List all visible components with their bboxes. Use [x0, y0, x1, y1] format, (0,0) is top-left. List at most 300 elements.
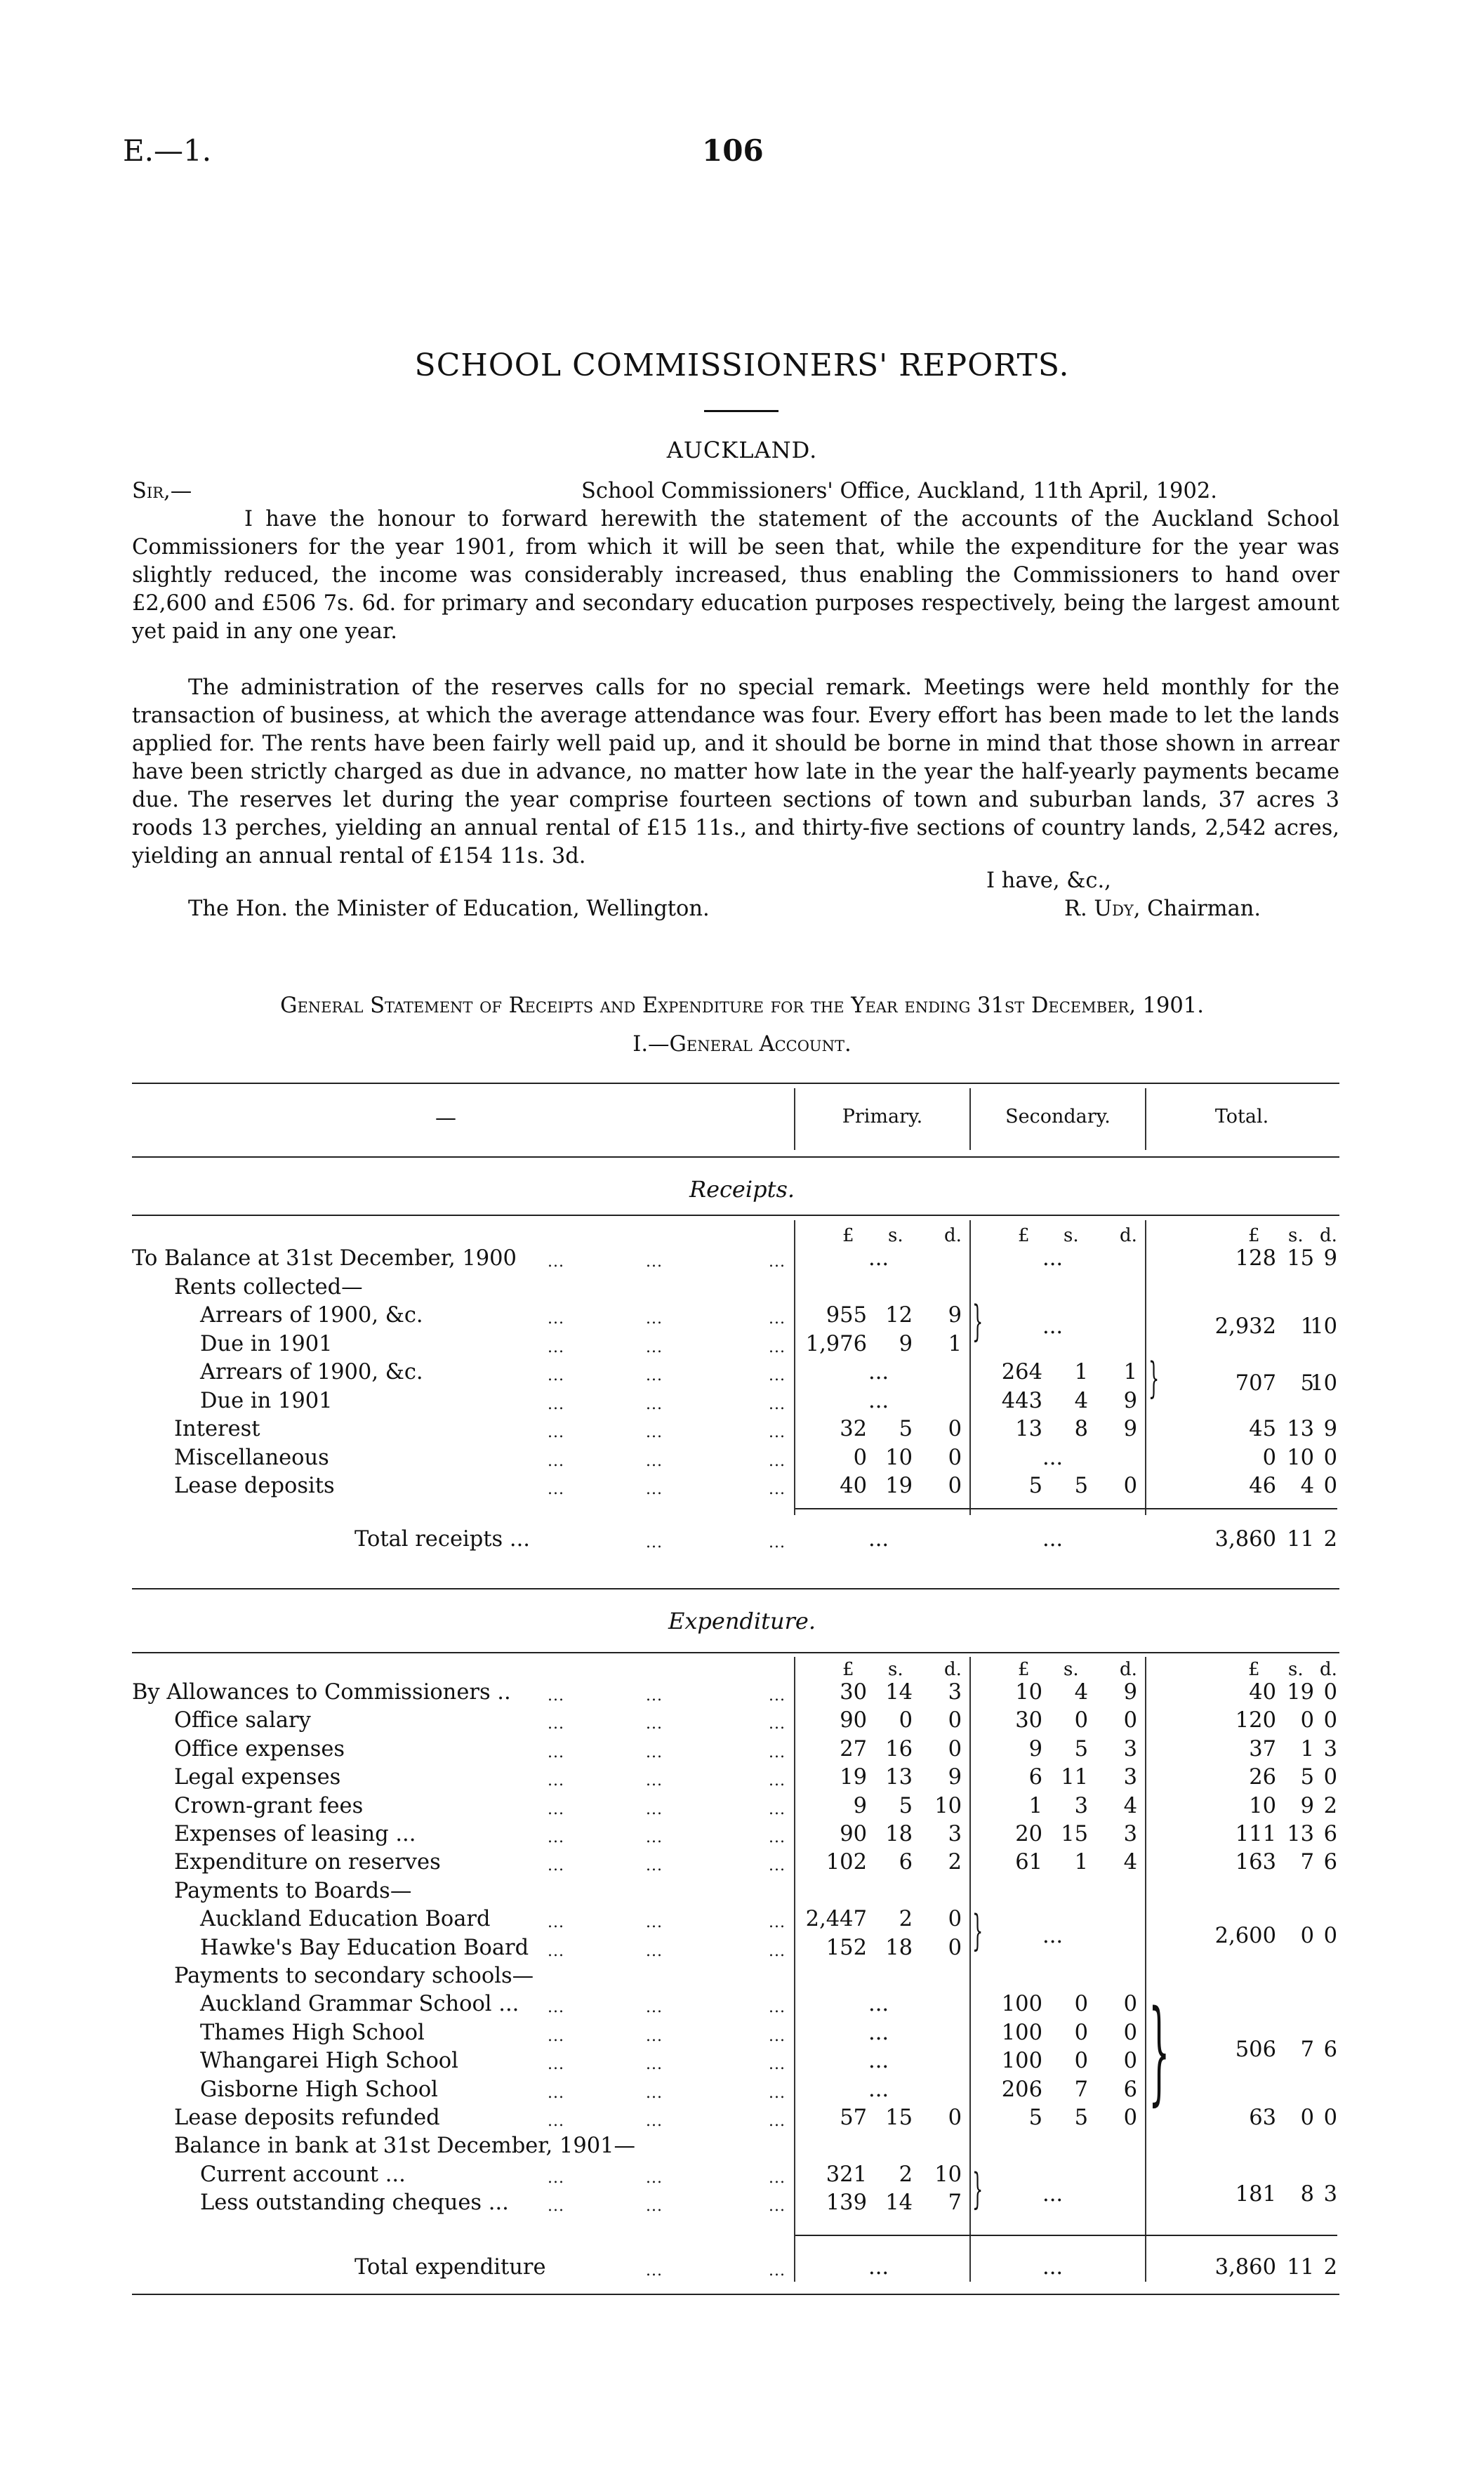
leader-dots: ... — [548, 1829, 564, 1846]
secondary-pence-value: 0 — [1123, 1474, 1137, 1498]
secondary-pounds-unit: £ — [1018, 1659, 1030, 1680]
total-shillings-value: 1 — [1300, 1736, 1314, 1761]
total-pence-value: 9 — [1323, 1246, 1337, 1271]
primary-pence-value: 0 — [948, 2106, 962, 2130]
primary-pounds-value: 0 — [853, 1445, 867, 1470]
total-shillings-value: 11 — [1287, 1527, 1314, 1552]
total-label: Total receipts ... — [355, 1527, 530, 1552]
secondary-nil-value: ... — [1042, 2182, 1064, 2207]
total-row — [0, 1527, 1484, 1555]
total-shillings-value: 5 — [1300, 1765, 1314, 1790]
primary-shillings-unit: s. — [888, 1659, 903, 1680]
secondary-pence-value: 9 — [1123, 1680, 1137, 1705]
leader-dots: ... — [769, 2197, 786, 2216]
secondary-pounds-value: 443 — [1001, 1388, 1042, 1413]
leader-dots: ... — [769, 1999, 786, 2017]
primary-nil-value: ... — [868, 2255, 889, 2280]
letter-closing: I have, &c., — [986, 868, 1111, 893]
primary-pence-value: 7 — [948, 2190, 962, 2216]
leader-dots: ... — [769, 2027, 786, 2045]
total-shillings-value: 0 — [1300, 2106, 1314, 2130]
leader-dots: ... — [548, 1253, 564, 1271]
row-label: Lease deposits refunded — [174, 2106, 440, 2130]
primary-nil-value: ... — [868, 1246, 889, 1271]
primary-pence-value: 9 — [948, 1303, 962, 1328]
secondary-shillings-value: 3 — [1074, 1793, 1088, 1818]
primary-pounds-value: 90 — [840, 1822, 867, 1846]
total-pence-value: 0 — [1323, 2106, 1337, 2130]
leader-dots: ... — [646, 1687, 663, 1705]
total-pence-value: 3 — [1323, 1736, 1337, 1761]
primary-shillings-value: 15 — [885, 2106, 913, 2130]
primary-pounds-value: 321 — [826, 2162, 867, 2187]
secondary-shillings-value: 5 — [1074, 1736, 1088, 1761]
receipts-heading: Receipts. — [689, 1176, 795, 1203]
secondary-pence-value: 0 — [1123, 1992, 1137, 2017]
primary-pence-value: 9 — [948, 1765, 962, 1790]
total-shillings-value: 7 — [1300, 1850, 1314, 1875]
primary-shillings-value: 18 — [885, 1935, 913, 1960]
row-label: Thames High School — [200, 2020, 425, 2045]
primary-pounds-value: 90 — [840, 1708, 867, 1733]
row-label: Arrears of 1900, &c. — [200, 1360, 423, 1384]
subtotal-rule — [795, 1508, 1337, 1509]
primary-pence-unit: d. — [944, 1225, 962, 1246]
total-pounds-value: 26 — [1249, 1765, 1276, 1790]
table-row — [0, 1446, 1484, 1474]
letter-signature: R. Udy, Chairman. — [1064, 897, 1261, 921]
leader-dots: ... — [548, 1857, 564, 1875]
total-shillings-value: 0 — [1300, 1924, 1314, 1948]
leader-dots: ... — [646, 2262, 663, 2280]
table-row — [0, 1708, 1484, 1736]
leader-dots: ... — [769, 1687, 786, 1705]
table-top-rule — [132, 1083, 1339, 1084]
primary-shillings-value: 18 — [885, 1822, 913, 1846]
table-row — [0, 1474, 1484, 1502]
letter-paragraph: The administration of the reserves calls for no special remark. Meetings were held monthly for the transaction of business, at which the average attendance was four. Every effort has been made to let the lands applied for. The rents have been fairly well paid up, and it should be borne in mind that those shown in arrear have been strictly charged as due in advance, no matter how late in the year the half-yearly payments became due. — [132, 675, 1339, 812]
leader-dots: ... — [548, 1914, 564, 1932]
table-row — [0, 2134, 1484, 2162]
leader-dots: ... — [646, 1829, 663, 1846]
primary-shillings-value: 13 — [885, 1765, 913, 1790]
table-row — [0, 1850, 1484, 1878]
secondary-pounds-value: 9 — [1028, 1736, 1042, 1761]
leader-dots: ... — [646, 1481, 663, 1498]
primary-shillings-value: 12 — [885, 1303, 913, 1328]
primary-pounds-value: 32 — [840, 1417, 867, 1441]
primary-nil-value: ... — [868, 2049, 889, 2074]
row-label: Expenses of leasing ... — [174, 1822, 416, 1846]
secondary-pounds-value: 1 — [1028, 1793, 1042, 1818]
leader-dots: ... — [769, 1253, 786, 1271]
leader-dots: ... — [769, 1800, 786, 1818]
office-dateline: School Commissioners' Office, Auckland, 11th April, 1902. — [581, 479, 1217, 503]
secondary-pence-unit: d. — [1120, 1225, 1137, 1246]
total-column-header: Total. — [1214, 1106, 1269, 1128]
total-shillings-value: 15 — [1287, 1246, 1314, 1271]
total-pounds-value: 128 — [1235, 1246, 1276, 1271]
receipts-rule — [132, 1215, 1339, 1216]
row-label: Office salary — [174, 1708, 311, 1733]
page-title: SCHOOL COMMISSIONERS' REPORTS. — [414, 348, 1070, 383]
primary-pounds-value: 9 — [853, 1793, 867, 1818]
total-pence-value: 9 — [1323, 1417, 1337, 1441]
secondary-pounds-value: 100 — [1001, 2020, 1042, 2045]
leader-dots: ... — [769, 1367, 786, 1384]
total-pounds-unit: £ — [1248, 1659, 1260, 1680]
leader-dots: ... — [769, 2262, 786, 2280]
brace-icon: } — [1148, 1354, 1160, 1403]
grouped-total-row — [0, 1314, 1484, 1342]
total-pounds-value: 3,860 — [1214, 2255, 1276, 2280]
total-row — [0, 2255, 1484, 2283]
row-label: Expenditure on reserves — [174, 1850, 441, 1875]
leader-dots: ... — [769, 1914, 786, 1932]
total-pounds-value: 0 — [1262, 1445, 1276, 1470]
secondary-pence-value: 3 — [1123, 1822, 1137, 1846]
primary-shillings-value: 19 — [885, 1474, 913, 1498]
leader-dots: ... — [646, 2113, 663, 2130]
leader-dots: ... — [548, 1338, 564, 1356]
secondary-pence-unit: d. — [1120, 1659, 1137, 1680]
secondary-nil-value: ... — [1042, 1314, 1064, 1339]
leader-dots: ... — [548, 1452, 564, 1470]
leader-dots: ... — [646, 1338, 663, 1356]
secondary-shillings-value: 15 — [1061, 1822, 1088, 1846]
leader-dots: ... — [548, 1687, 564, 1705]
brace-icon: } — [1148, 1985, 1170, 2117]
total-pounds-value: 163 — [1235, 1850, 1276, 1875]
grouped-total-row — [0, 2182, 1484, 2210]
leader-dots: ... — [769, 2169, 786, 2187]
primary-pence-value: 10 — [934, 2162, 962, 2187]
secondary-pounds-value: 100 — [1001, 2049, 1042, 2074]
row-label: Due in 1901 — [200, 1388, 333, 1413]
row-label: Payments to Boards— — [174, 1878, 412, 1903]
secondary-shillings-value: 0 — [1074, 1708, 1088, 1733]
primary-pence-unit: d. — [944, 1659, 962, 1680]
leader-dots: ... — [548, 1999, 564, 2017]
secondary-pounds-value: 30 — [1015, 1708, 1042, 1733]
row-label: Gisborne High School — [200, 2077, 438, 2102]
leader-dots: ... — [646, 1424, 663, 1441]
secondary-shillings-unit: s. — [1064, 1225, 1079, 1246]
leader-dots: ... — [548, 1942, 564, 1960]
leader-dots: ... — [646, 2169, 663, 2187]
leader-dots: ... — [769, 2056, 786, 2074]
leader-dots: ... — [769, 1310, 786, 1328]
leader-dots: ... — [548, 1424, 564, 1441]
row-label: Current account ... — [200, 2162, 406, 2187]
leader-dots: ... — [548, 1743, 564, 1761]
row-label: Rents collected— — [174, 1274, 363, 1300]
leader-dots: ... — [646, 1999, 663, 2017]
secondary-shillings-value: 0 — [1074, 1992, 1088, 2017]
secondary-nil-value: ... — [1042, 1246, 1064, 1271]
leader-dots: ... — [646, 1715, 663, 1733]
leader-dots: ... — [646, 1857, 663, 1875]
total-pounds-value: 3,860 — [1214, 1527, 1276, 1552]
secondary-pence-value: 1 — [1123, 1360, 1137, 1384]
leader-dots: ... — [548, 2197, 564, 2216]
primary-nil-value: ... — [868, 1388, 889, 1413]
table-row — [0, 1879, 1484, 1907]
header-bottom-rule — [132, 1156, 1339, 1158]
leader-dots: ... — [548, 2027, 564, 2045]
total-shillings-value: 4 — [1300, 1474, 1314, 1498]
total-pence-unit: d. — [1320, 1225, 1337, 1246]
secondary-pounds-value: 20 — [1015, 1822, 1042, 1846]
row-label: Whangarei High School — [200, 2049, 458, 2074]
primary-pounds-value: 139 — [826, 2190, 867, 2216]
total-pence-value: 2 — [1323, 2255, 1337, 2280]
row-label: Office expenses — [174, 1736, 345, 1761]
secondary-pounds-value: 5 — [1028, 2106, 1042, 2130]
leader-dots: ... — [548, 1395, 564, 1413]
leader-dots: ... — [646, 1310, 663, 1328]
total-shillings-value: 13 — [1287, 1822, 1314, 1846]
leader-dots: ... — [548, 2056, 564, 2074]
secondary-nil-value: ... — [1042, 2255, 1064, 2280]
primary-pounds-value: 2,447 — [805, 1907, 867, 1932]
table-row — [0, 1822, 1484, 1850]
page-number: 106 — [702, 133, 764, 168]
total-shillings-value: 5 — [1300, 1371, 1314, 1396]
table-row — [0, 1246, 1484, 1274]
total-pence-value: 6 — [1323, 1822, 1337, 1846]
leader-dots: ... — [769, 1452, 786, 1470]
secondary-pounds-value: 264 — [1001, 1360, 1042, 1384]
primary-nil-value: ... — [868, 2077, 889, 2102]
row-label: Interest — [174, 1417, 260, 1441]
secondary-shillings-value: 5 — [1074, 1474, 1088, 1498]
primary-pounds-unit: £ — [842, 1659, 854, 1680]
total-shillings-value: 0 — [1300, 1708, 1314, 1733]
leader-dots: ... — [769, 1395, 786, 1413]
total-pence-value: 10 — [1310, 1371, 1337, 1396]
primary-pence-value: 3 — [948, 1822, 962, 1846]
region-heading: AUCKLAND. — [666, 437, 818, 463]
row-label: To Balance at 31st December, 1900 — [132, 1246, 517, 1271]
series-code: E.—1. — [123, 133, 212, 168]
total-pence-value: 0 — [1323, 1924, 1337, 1948]
letter-paragraph: The reserves let during the year comprise fourteen sections of town and suburban lands, 37 acres 3 roods 13 perches, yielding an annual rental of £15 11s., and thirty-five sections of country lands, 2,542 acres, yielding an annual rental of £154 11s. 3d. — [132, 788, 1339, 868]
leader-dots: ... — [548, 1367, 564, 1384]
primary-pence-value: 10 — [934, 1793, 962, 1818]
secondary-pence-value: 9 — [1123, 1388, 1137, 1413]
primary-shillings-value: 5 — [899, 1793, 913, 1818]
table-row — [0, 1765, 1484, 1793]
leader-dots: ... — [646, 2056, 663, 2074]
primary-pence-value: 1 — [948, 1331, 962, 1356]
secondary-pounds-value: 13 — [1015, 1417, 1042, 1441]
total-shillings-value: 9 — [1300, 1793, 1314, 1818]
total-pounds-value: 2,932 — [1214, 1314, 1276, 1339]
secondary-pence-value: 4 — [1123, 1793, 1137, 1818]
leader-dots: ... — [769, 1857, 786, 1875]
total-pounds-unit: £ — [1248, 1225, 1260, 1246]
primary-shillings-value: 10 — [885, 1445, 913, 1470]
brace-icon: } — [972, 2164, 983, 2214]
total-pounds-value: 37 — [1249, 1736, 1276, 1761]
primary-nil-value: ... — [868, 2020, 889, 2045]
primary-shillings-value: 14 — [885, 2190, 913, 2216]
primary-nil-value: ... — [868, 1992, 889, 2017]
leader-dots: ... — [769, 1715, 786, 1733]
primary-shillings-value: 16 — [885, 1736, 913, 1761]
leader-dots: ... — [769, 2113, 786, 2130]
total-pence-value: 0 — [1323, 1708, 1337, 1733]
total-pounds-value: 120 — [1235, 1708, 1276, 1733]
primary-pence-value: 0 — [948, 1935, 962, 1960]
title-rule — [704, 410, 779, 412]
grouped-total-row — [0, 1924, 1484, 1952]
secondary-column-header: Secondary. — [1005, 1106, 1111, 1128]
leader-dots: ... — [646, 1534, 663, 1552]
table-row — [0, 2106, 1484, 2134]
receipts-bottom-rule — [132, 1588, 1339, 1589]
table-row — [0, 1417, 1484, 1445]
total-pence-value: 0 — [1323, 1474, 1337, 1498]
subtotal-rule — [795, 2235, 1337, 2236]
row-label: Hawke's Bay Education Board — [200, 1935, 529, 1960]
total-shillings-value: 8 — [1300, 2182, 1314, 2207]
total-pounds-value: 10 — [1249, 1793, 1276, 1818]
leader-dots: ... — [646, 1367, 663, 1384]
brace-icon: } — [972, 1906, 983, 1955]
secondary-nil-value: ... — [1042, 1527, 1064, 1552]
total-shillings-value: 10 — [1287, 1445, 1314, 1470]
letter-paragraph: I have the honour to forward herewith the statement of the accounts of the Auckland School Commissioners for the year 1901, from which it will be seen that, while the expenditure for the year was slightly reduced, the income was considerably increased, thus enabling the Commissioners to hand over £2,600 and £506 7s. 6d. for primary and secondary education purposes respectively, being the largest amount yet paid in any one year. — [132, 507, 1339, 644]
row-label: Arrears of 1900, &c. — [200, 1303, 423, 1328]
secondary-pence-value: 3 — [1123, 1736, 1137, 1761]
total-shillings-value: 11 — [1287, 2255, 1314, 2280]
primary-pence-value: 0 — [948, 1708, 962, 1733]
leader-dots: ... — [769, 1942, 786, 1960]
primary-shillings-value: 5 — [899, 1417, 913, 1441]
leader-dots: ... — [769, 1829, 786, 1846]
secondary-shillings-value: 1 — [1074, 1850, 1088, 1875]
secondary-nil-value: ... — [1042, 1924, 1064, 1948]
total-pounds-value: 63 — [1249, 2106, 1276, 2130]
primary-pounds-value: 40 — [840, 1474, 867, 1498]
row-label: Auckland Grammar School ... — [200, 1992, 519, 2017]
secondary-nil-value: ... — [1042, 1445, 1064, 1470]
primary-pounds-value: 30 — [840, 1680, 867, 1705]
leader-dots: ... — [646, 1253, 663, 1271]
secondary-shillings-value: 11 — [1061, 1765, 1088, 1790]
secondary-shillings-value: 8 — [1074, 1417, 1088, 1441]
row-label: Less outstanding cheques ... — [200, 2190, 509, 2216]
total-pence-value: 0 — [1323, 1765, 1337, 1790]
primary-shillings-value: 9 — [899, 1331, 913, 1356]
total-pence-value: 6 — [1323, 2037, 1337, 2062]
leader-dots: ... — [646, 1942, 663, 1960]
primary-pence-value: 0 — [948, 1417, 962, 1441]
total-pounds-value: 506 — [1235, 2037, 1276, 2062]
leader-dots: ... — [769, 2084, 786, 2102]
secondary-pounds-unit: £ — [1018, 1225, 1030, 1246]
row-label: Auckland Education Board — [200, 1907, 491, 1932]
description-column-header: — — [435, 1106, 456, 1130]
table-row — [0, 1275, 1484, 1303]
leader-dots: ... — [646, 1772, 663, 1790]
leader-dots: ... — [769, 1481, 786, 1498]
primary-pence-value: 0 — [948, 1445, 962, 1470]
total-shillings-unit: s. — [1288, 1659, 1304, 1680]
primary-nil-value: ... — [868, 1360, 889, 1384]
primary-pounds-value: 152 — [826, 1935, 867, 1960]
salutation: Sir,— — [132, 479, 192, 503]
primary-pounds-value: 27 — [840, 1736, 867, 1761]
brace-icon: } — [972, 1297, 983, 1346]
row-label: Lease deposits — [174, 1474, 335, 1498]
row-label: Miscellaneous — [174, 1445, 329, 1470]
primary-pence-value: 0 — [948, 1474, 962, 1498]
leader-dots: ... — [646, 2197, 663, 2216]
primary-pounds-value: 19 — [840, 1765, 867, 1790]
row-label: Legal expenses — [174, 1765, 341, 1790]
primary-column-header: Primary. — [842, 1106, 923, 1128]
primary-shillings-value: 14 — [885, 1680, 913, 1705]
secondary-shillings-unit: s. — [1064, 1659, 1079, 1680]
leader-dots: ... — [646, 1395, 663, 1413]
total-shillings-unit: s. — [1288, 1225, 1304, 1246]
total-shillings-value: 7 — [1300, 2037, 1314, 2062]
primary-pounds-value: 57 — [840, 2106, 867, 2130]
secondary-shillings-value: 1 — [1074, 1360, 1088, 1384]
total-pounds-value: 111 — [1235, 1822, 1276, 1846]
primary-pounds-value: 955 — [826, 1303, 867, 1328]
total-shillings-value: 13 — [1287, 1417, 1314, 1441]
table-row — [0, 1992, 1484, 2020]
secondary-pounds-value: 10 — [1015, 1680, 1042, 1705]
secondary-pence-value: 0 — [1123, 2049, 1137, 2074]
primary-nil-value: ... — [868, 1527, 889, 1552]
total-pounds-value: 45 — [1249, 1417, 1276, 1441]
secondary-shillings-value: 7 — [1074, 2077, 1088, 2102]
total-pounds-value: 40 — [1249, 1680, 1276, 1705]
row-label: By Allowances to Commissioners .. — [132, 1680, 511, 1705]
secondary-pounds-value: 61 — [1015, 1850, 1042, 1875]
leader-dots: ... — [548, 2084, 564, 2102]
primary-pence-value: 0 — [948, 1907, 962, 1932]
leader-dots: ... — [646, 1743, 663, 1761]
statement-subtitle: I.—General Account. — [632, 1032, 852, 1057]
primary-pounds-unit: £ — [842, 1225, 854, 1246]
table-row — [0, 1737, 1484, 1765]
leader-dots: ... — [769, 1772, 786, 1790]
secondary-pence-value: 3 — [1123, 1765, 1137, 1790]
primary-shillings-unit: s. — [888, 1225, 903, 1246]
total-pence-value: 0 — [1323, 1445, 1337, 1470]
row-label: Balance in bank at 31st December, 1901— — [174, 2134, 636, 2159]
leader-dots: ... — [548, 1772, 564, 1790]
total-pounds-value: 46 — [1249, 1474, 1276, 1498]
expenditure-rule — [132, 1652, 1339, 1653]
grouped-total-row — [0, 2037, 1484, 2065]
table-row — [0, 1794, 1484, 1822]
table-row — [0, 2077, 1484, 2106]
secondary-pence-value: 4 — [1123, 1850, 1137, 1875]
total-pence-value: 3 — [1323, 2182, 1337, 2207]
total-pence-value: 2 — [1323, 1793, 1337, 1818]
primary-shillings-value: 6 — [899, 1850, 913, 1875]
secondary-pounds-value: 206 — [1001, 2077, 1042, 2102]
secondary-pence-value: 0 — [1123, 2106, 1137, 2130]
secondary-shillings-value: 0 — [1074, 2020, 1088, 2045]
